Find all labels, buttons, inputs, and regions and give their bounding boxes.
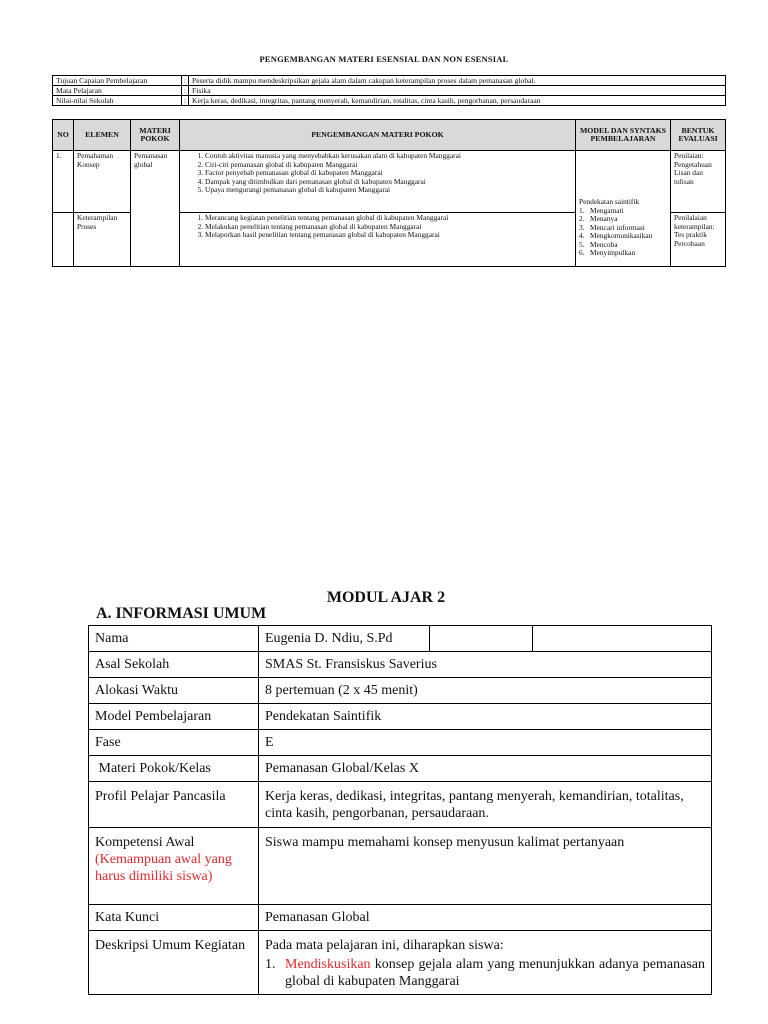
info-value: Kerja keras, dedikasi, integritas, pantang menyerah, kemandirian, totalitas, cinta kasih, pengorbanan, persaudaraan bbox=[189, 96, 726, 106]
row-value: Pemanasan Global bbox=[259, 905, 712, 931]
header-no: NO bbox=[53, 120, 74, 151]
row-value: 8 pertemuan (2 x 45 menit) bbox=[259, 678, 712, 704]
cell-pengembangan bbox=[180, 213, 576, 267]
list-item: 3. Melaporkan hasil penelitian tentang pemanasan global di kabupaten Manggarai bbox=[205, 231, 572, 240]
table-row bbox=[89, 652, 712, 678]
kompetensi-label: Kompetensi Awal bbox=[95, 835, 195, 850]
list-item: 4. Dampak yang ditimbulkan dari pemanasan global di kabupaten Manggarai bbox=[205, 178, 572, 187]
list-item: 5. Upaya mengurangi pemanasan global di kabupaten Manggarai bbox=[205, 186, 572, 195]
table-row bbox=[89, 678, 712, 704]
list-item: 3. Mencari informasi bbox=[579, 222, 645, 232]
modul-title: MODUL AJAR 2 bbox=[326, 589, 446, 606]
header-materi: MATERI POKOK bbox=[131, 120, 180, 151]
row-label: Model Pembelajaran bbox=[89, 704, 259, 730]
section-heading: A. INFORMASI UMUM bbox=[96, 605, 267, 622]
info-row bbox=[53, 96, 726, 106]
cell-pengembangan bbox=[180, 151, 576, 213]
header-pengembangan: PENGEMBANGAN MATERI POKOK bbox=[180, 120, 576, 151]
list-item: 2. Menanya bbox=[579, 214, 618, 224]
info-label: Tujuan Capaian Pembelajaran bbox=[53, 76, 182, 86]
highlight-text: Mendiskusikan bbox=[285, 957, 371, 972]
list-item: 1. Mengamati bbox=[579, 205, 624, 215]
page1-title: PENGEMBANGAN MATERI ESENSIAL DAN NON ESENSIAL bbox=[259, 54, 509, 64]
model-steps bbox=[579, 207, 667, 259]
cell-no: 1. bbox=[53, 151, 74, 213]
cell-evaluasi: Penilalaian keterampilan: Tes praktik Percobaan bbox=[671, 213, 726, 267]
pengembangan-list bbox=[183, 214, 572, 240]
list-item: 6. Menyimpulkan bbox=[579, 248, 636, 258]
row-label: Asal Sekolah bbox=[89, 652, 259, 678]
cell-materi: Pemanasan global bbox=[131, 151, 180, 267]
list-item: 2. Ciri-ciri pemanasan global di kabupaten Manggarai bbox=[205, 161, 572, 170]
info-label: Nilai-nilai Sekolah bbox=[53, 96, 182, 106]
row-value: Kerja keras, dedikasi, integritas, pantang menyerah, kemandirian, totalitas, cinta kasih, pengorbanan, persaudaraan. bbox=[259, 782, 712, 828]
row-label: Alokasi Waktu bbox=[89, 678, 259, 704]
info-value: Fisika bbox=[189, 86, 726, 96]
header-evaluasi: BENTUK EVALUASI bbox=[671, 120, 726, 151]
list-item: 5. Mencoba bbox=[579, 239, 618, 249]
table-row bbox=[89, 905, 712, 931]
table-row bbox=[89, 782, 712, 828]
informasi-umum-table bbox=[88, 625, 712, 995]
cell-elemen: Keterampilan Proses bbox=[74, 213, 131, 267]
row-value: E bbox=[259, 730, 712, 756]
row-value: SMAS St. Fransiskus Saverius bbox=[259, 652, 712, 678]
info-sep: : bbox=[182, 96, 189, 106]
row-label: Deskripsi Umum Kegiatan bbox=[89, 931, 259, 995]
list-item: 4. Mengkomunikasikan bbox=[579, 231, 653, 241]
row-value: Eugenia D. Ndiu, S.Pd bbox=[259, 626, 430, 652]
table-row bbox=[89, 931, 712, 995]
empty-cell bbox=[430, 626, 533, 652]
list-item: 2. Melakukan penelitian tentang pemanasan global di kabupaten Manggarai bbox=[205, 223, 572, 232]
info-row bbox=[53, 76, 726, 86]
table-row bbox=[89, 704, 712, 730]
cell-no bbox=[53, 213, 74, 267]
table-header-row bbox=[53, 120, 726, 151]
header-model: MODEL DAN SYNTAKS PEMBELAJARAN bbox=[576, 120, 671, 151]
row-label: Kata Kunci bbox=[89, 905, 259, 931]
header-elemen: ELEMEN bbox=[74, 120, 131, 151]
table-row bbox=[89, 730, 712, 756]
row-label: Fase bbox=[89, 730, 259, 756]
row-label: Materi Pokok/Kelas bbox=[89, 756, 259, 782]
materi-table bbox=[52, 119, 726, 267]
list-item: 1. Contoh aktivitas manusia yang menyebabkan kerusakan alam di kabupaten Manggarai bbox=[205, 152, 572, 161]
model-intro: Pendekatan saintifik bbox=[579, 196, 640, 206]
table-row bbox=[89, 828, 712, 905]
info-sep: : bbox=[182, 86, 189, 96]
table-row bbox=[53, 151, 726, 213]
info-label: Mata Pelajaran bbox=[53, 86, 182, 96]
cell-elemen: Pemahaman Konsep bbox=[74, 151, 131, 213]
list-item bbox=[265, 956, 705, 990]
info-value: Peserta didik mampu mendeskripsikan gejala alam dalam cakupan keterampilan proses dalam pemanasan global. bbox=[189, 76, 726, 86]
table-row bbox=[89, 756, 712, 782]
deskripsi-intro: Pada mata pelajaran ini, diharapkan siswa: bbox=[265, 938, 504, 953]
deskripsi-list bbox=[265, 956, 705, 990]
table-row bbox=[89, 626, 712, 652]
list-item: 3. Factor penyebab pemanasan global di kabupaten Manggarai bbox=[205, 169, 572, 178]
empty-cell bbox=[533, 626, 712, 652]
cell-evaluasi: Penilaian: Pengetahuan Lisan dan tulisan bbox=[671, 151, 726, 213]
kompetensi-note: (Kemampuan awal yang harus dimiliki siswa) bbox=[95, 852, 232, 884]
list-text: konsep gejala alam yang menunjukkan adanya pemanasan global di kabupaten Manggarai bbox=[285, 957, 705, 989]
list-number: 1. bbox=[265, 957, 276, 972]
row-label: Nama bbox=[89, 626, 259, 652]
pengembangan-list bbox=[183, 152, 572, 195]
row-label bbox=[89, 828, 259, 905]
list-item: 1. Merancang kegiatan penelitian tentang pemanasan global di kabupaten Manggarai bbox=[205, 214, 572, 223]
row-value: Siswa mampu memahami konsep menyusun kalimat pertanyaan bbox=[259, 828, 712, 905]
info-table bbox=[52, 75, 726, 106]
row-value bbox=[259, 931, 712, 995]
cell-model bbox=[576, 151, 671, 267]
row-value: Pemanasan Global/Kelas X bbox=[259, 756, 712, 782]
row-value: Pendekatan Saintifik bbox=[259, 704, 712, 730]
info-row bbox=[53, 86, 726, 96]
info-sep: : bbox=[182, 76, 189, 86]
row-label: Profil Pelajar Pancasila bbox=[89, 782, 259, 828]
